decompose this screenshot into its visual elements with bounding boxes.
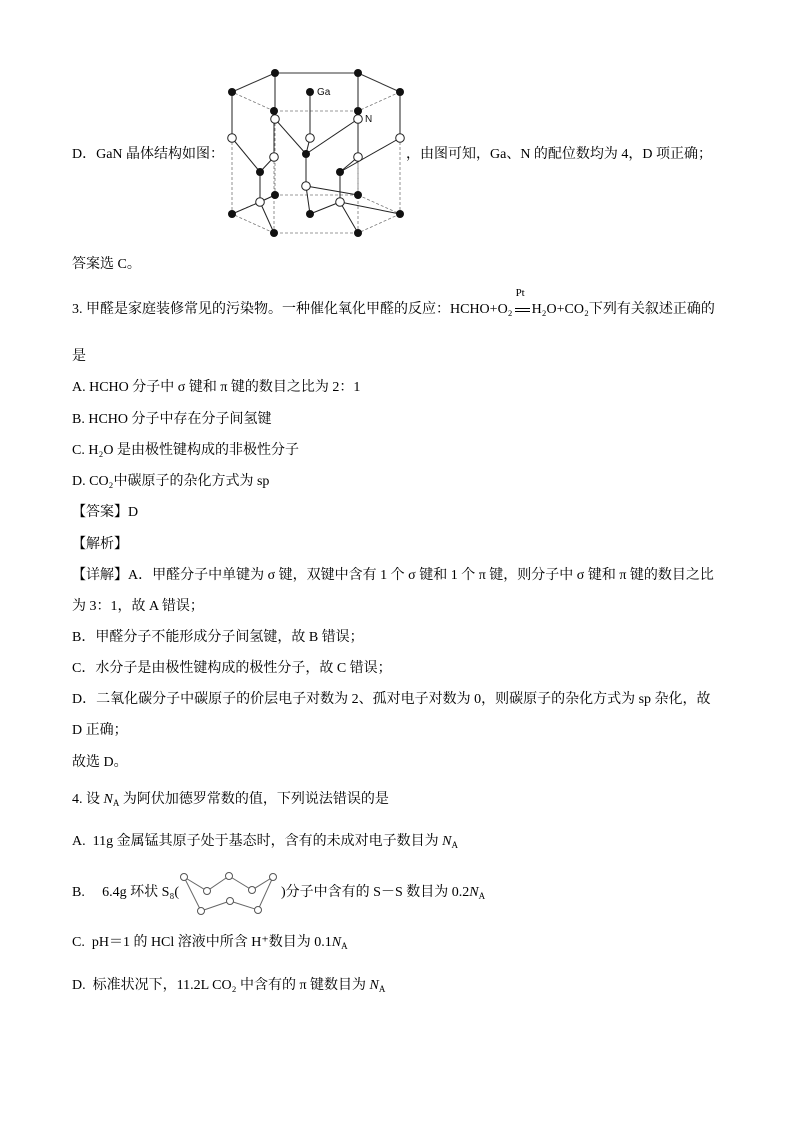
detail-text: 为 3：1，故 A 错误； [72, 599, 204, 614]
ga-atom [306, 88, 314, 96]
n-atom [271, 115, 280, 124]
detail-text: D 正确； [72, 723, 128, 738]
avogadro-constant-symbol [469, 885, 485, 900]
q3-detail-line [72, 597, 204, 617]
q4-option-b-label [72, 883, 85, 903]
q2-conclusion-text: ，由图可知，Ga、N 的配位数均为 4，D 项正确； [406, 147, 713, 162]
ga-atom [354, 107, 362, 115]
ga-n-bond [340, 202, 400, 214]
q3-detail-line [72, 628, 364, 648]
q4-stem [72, 790, 389, 810]
q4-stem-text: 4. 设 [72, 792, 104, 807]
ga-atom [228, 88, 236, 96]
n-atom [336, 198, 345, 207]
ga-atom [354, 191, 362, 199]
equals-line [515, 308, 530, 312]
q4-option-b-text: 6.4g 环状 S₈( [102, 885, 179, 900]
ga-label: Ga [317, 87, 331, 98]
q4-option-b-prefix [102, 883, 179, 903]
ga-n-bond [275, 119, 306, 154]
sulfur-atom [249, 887, 256, 894]
ga-atom [396, 88, 404, 96]
ga-atom [256, 168, 264, 176]
symbol-subscript-a: A [378, 984, 386, 994]
q4-option-b-suffix [281, 883, 485, 903]
cell-edge-hidden [358, 214, 400, 233]
ga-n-bond [306, 186, 358, 195]
symbol-n: N [331, 935, 342, 950]
gan-crystal-structure-diagram [222, 64, 412, 244]
ga-atom [270, 229, 278, 237]
symbol-n: N [103, 792, 113, 807]
q4-option-b-text-rest: )分子中含有的 S－S 数目为 0.2 [281, 885, 470, 900]
detail-text: D．二氧化碳分子中碳原子的价层电子对数为 2、孤对电子对数为 0，则碳原子的杂化方式为 sp 杂化，故 [72, 692, 711, 707]
ga-atom [354, 69, 362, 77]
q3-detail-line [72, 721, 128, 741]
symbol-n: N [469, 885, 479, 900]
sulfur-atoms [181, 873, 277, 915]
q3-option-d-text: D. CO₂中碳原子的杂化方式为 sp [72, 474, 270, 489]
ga-n-bond [310, 202, 340, 214]
q3-option-c-text: C. H₂O 是由极性键构成的非极性分子 [72, 443, 299, 458]
n-atom [306, 134, 315, 143]
q3-option-c [72, 441, 299, 461]
n-atom [270, 153, 279, 162]
q3-conclusion [72, 753, 128, 773]
s8-ring-diagram [176, 866, 280, 918]
sulfur-atom [204, 888, 211, 895]
ga-n-bond [260, 202, 274, 233]
cell-edge-hidden [358, 195, 400, 214]
q4-option-d-text: D. 标准状况下，11.2L CO₂ 中含有的 π 键数目为 [72, 978, 370, 993]
ga-n-bond [340, 202, 358, 233]
cell-edge [232, 73, 275, 92]
n-atom [354, 115, 363, 124]
avogadro-constant-symbol [104, 792, 120, 807]
q4-option-a-text: A. 11g 金属锰其原子处于基态时，含有的未成对电子数目为 [72, 834, 443, 849]
q4-option-c-text: C. pH＝1 的 HCl 溶液中所含 H⁺数目为 0.1 [72, 935, 332, 950]
q4-stem-text-rest: 为阿伏加德罗常数的值，下列说法错误的是 [119, 792, 389, 807]
n-atom [396, 134, 405, 143]
answer-value: D [128, 505, 139, 520]
q4-option-d [72, 976, 385, 996]
ga-n-bond [340, 138, 400, 172]
q3-detail-line [72, 659, 392, 679]
q3-option-d [72, 472, 269, 492]
n-atom [256, 198, 265, 207]
q4-option-a [72, 832, 458, 852]
symbol-subscript-a: A [478, 891, 486, 901]
symbol-subscript-a: A [341, 941, 348, 951]
symbol-subscript-a: A [112, 798, 120, 808]
ga-atom [228, 210, 236, 218]
detail-text: A．甲醛分子中单键为 σ 键，双键中含有 1 个 σ 键和 1 个 π 键，则分子中 σ 键和 π 键的数目之比 [128, 568, 714, 583]
q4-option-c [72, 933, 348, 953]
sulfur-atom [198, 908, 205, 915]
q3-stem-continuation [72, 347, 86, 367]
q2-answer-text: 答案选 C。 [72, 257, 141, 272]
s-s-bond [201, 901, 230, 911]
q3-detail-line [72, 566, 714, 586]
n-label: N [365, 114, 373, 125]
catalyst-label: Pt [515, 287, 525, 299]
ga-atom [336, 168, 344, 176]
ga-n-bond [232, 138, 260, 172]
q3-option-a [72, 378, 360, 398]
conclusion-text: 故选 D。 [72, 755, 128, 770]
q3-answer [72, 503, 138, 523]
symbol-n: N [442, 834, 452, 849]
q3-option-b [72, 410, 272, 430]
ga-atom [396, 210, 404, 218]
ga-atom [271, 69, 279, 77]
sulfur-atom [226, 873, 233, 880]
symbol-n: N [369, 978, 379, 993]
cell-edge [358, 73, 400, 92]
q2-answer-line [72, 255, 141, 275]
q2-option-d-text: D．GaN 晶体结构如图： [72, 147, 225, 162]
s-s-bonds [184, 876, 273, 911]
ga-atom [354, 229, 362, 237]
catalyzed-equals-sign [514, 287, 531, 320]
sulfur-atom [255, 907, 262, 914]
ga-atom [306, 210, 314, 218]
q2-option-d-conclusion [406, 145, 712, 165]
ga-atom [270, 107, 278, 115]
cell-edge-hidden [232, 214, 274, 233]
answer-label: 【答案】 [72, 505, 128, 520]
sulfur-atom [270, 874, 277, 881]
detail-text: C．水分子是由极性键构成的极性分子，故 C 错误； [72, 661, 392, 676]
n-atom [354, 153, 363, 162]
s-s-bond [229, 876, 252, 890]
cell-edge-hidden [358, 92, 400, 111]
cell-edge-hidden [232, 92, 274, 111]
q3-stem [72, 287, 715, 320]
sulfur-atom [227, 898, 234, 905]
symbol-subscript-a: A [451, 840, 458, 850]
avogadro-constant-symbol [332, 935, 348, 950]
q3-detail-line [72, 690, 711, 710]
q3-option-b-text: B. HCHO 分子中存在分子间氢键 [72, 412, 272, 427]
analysis-label: 【解析】 [72, 537, 128, 552]
ga-atom [302, 150, 310, 158]
q3-stem-wrap-text: 是 [72, 349, 86, 364]
ga-atom [271, 191, 279, 199]
detail-label: 【详解】 [72, 568, 128, 583]
s-s-bond [230, 901, 258, 910]
q3-stem-products: H₂O+CO₂下列有关叙述正确的 [531, 302, 715, 317]
q3-analysis-heading [72, 535, 128, 555]
n-atom [302, 182, 311, 191]
avogadro-constant-symbol [370, 978, 386, 993]
sulfur-atom [181, 874, 188, 881]
q3-option-a-text: A. HCHO 分子中 σ 键和 π 键的数目之比为 2：1 [72, 380, 361, 395]
n-atom [228, 134, 237, 143]
avogadro-constant-symbol [442, 834, 458, 849]
q4-option-b-letter: B. [72, 885, 85, 900]
q2-option-d-explanation [72, 145, 224, 165]
ga-n-bonds [232, 73, 400, 233]
q3-stem-text: 3. 甲醛是家庭装修常见的污染物。一种催化氧化甲醛的反应：HCHO+O₂ [72, 302, 513, 317]
detail-text: B．甲醛分子不能形成分子间氢键，故 B 错误； [72, 630, 364, 645]
